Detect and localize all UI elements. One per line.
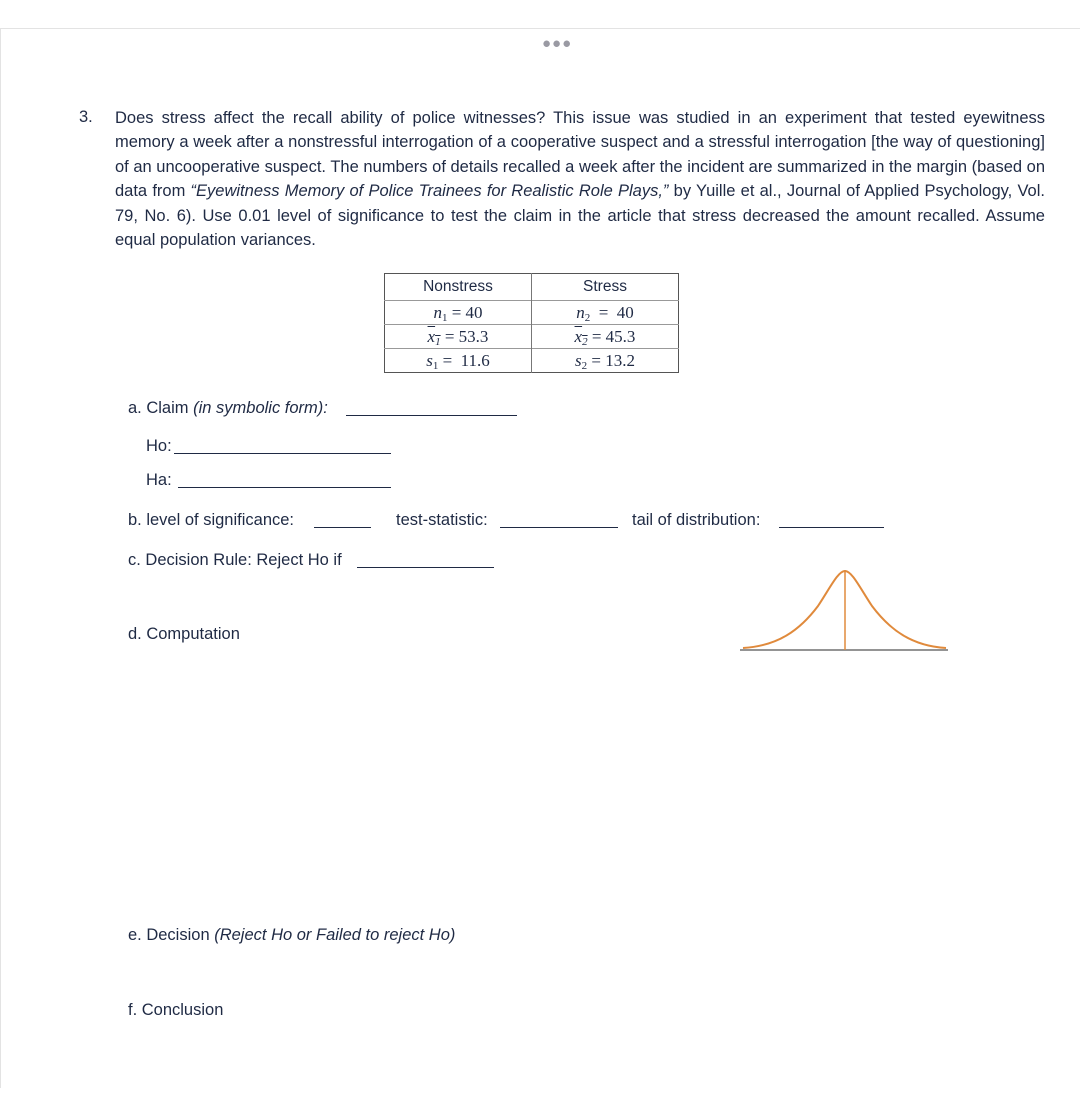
claim-label-text: a. Claim bbox=[128, 399, 194, 417]
mean-value: = 45.3 bbox=[587, 327, 636, 346]
sd-value: = 13.2 bbox=[587, 351, 635, 370]
claim-answer-blank[interactable] bbox=[346, 415, 517, 416]
nonstress-sd bbox=[385, 349, 532, 373]
x-subscript: 2 bbox=[582, 336, 588, 348]
n-symbol: n bbox=[576, 303, 585, 322]
test-statistic-label: test-statistic: bbox=[396, 511, 488, 529]
n-subscript: 1 bbox=[441, 312, 448, 324]
question-number: 3. bbox=[79, 108, 93, 126]
decision-label-text: e. Decision bbox=[128, 926, 215, 944]
problem-text-part1: Does stress affect the recall ability of police witnesses? This issue was studied in an experiment that tested eyewitness memory a week after a nonstressful interrogation of a cooperative suspect and a stressful interrogation [the way of questioning] of an uncooperative suspect. The numbers of details recalled a week after the incident are summarized in the margin (based on data from bbox=[115, 109, 1045, 201]
decision-label-italic: (Reject Ho or Failed to reject Ho) bbox=[214, 926, 456, 944]
s-symbol: s bbox=[426, 351, 433, 370]
more-options-icon[interactable]: ●●● bbox=[542, 35, 573, 52]
claim-label-italic: (in symbolic form): bbox=[193, 399, 328, 417]
stress-n bbox=[532, 301, 679, 325]
s-subscript: 2 bbox=[581, 360, 588, 372]
claim-label bbox=[128, 399, 328, 418]
nonstress-n bbox=[385, 301, 532, 325]
stress-sd bbox=[532, 349, 679, 373]
x-symbol: x bbox=[427, 327, 436, 346]
n-subscript: 2 bbox=[584, 312, 591, 324]
ho-answer-blank[interactable] bbox=[174, 453, 391, 454]
nonstress-mean bbox=[385, 325, 532, 349]
problem-text-part2: by Yuille et al., Journal of Applied Psychology, Vol. 79, No. 6). Use 0.01 level of significance to test the claim in the article that stress decreased the amount recalled. Assume equal population variances. bbox=[115, 182, 1045, 250]
decision-label bbox=[128, 926, 455, 945]
x-subscript: 1 bbox=[435, 336, 441, 348]
s-symbol: s bbox=[575, 351, 582, 370]
n-value: = 40 bbox=[590, 303, 634, 322]
ho-label: Ho: bbox=[146, 437, 172, 455]
decision-rule-answer-blank[interactable] bbox=[357, 567, 494, 568]
test-statistic-answer-blank[interactable] bbox=[500, 527, 618, 528]
ha-answer-blank[interactable] bbox=[178, 487, 391, 488]
tail-answer-blank[interactable] bbox=[779, 527, 884, 528]
header-nonstress: Nonstress bbox=[385, 274, 532, 301]
problem-source-title: “Eyewitness Memory of Police Trainees for Realistic Role Plays,” bbox=[190, 182, 669, 201]
significance-answer-blank[interactable] bbox=[314, 527, 371, 528]
decision-rule-label: c. Decision Rule: Reject Ho if bbox=[128, 551, 342, 569]
stress-mean bbox=[532, 325, 679, 349]
significance-label: b. level of significance: bbox=[128, 511, 295, 529]
conclusion-label: f. Conclusion bbox=[128, 1001, 224, 1019]
header-stress: Stress bbox=[583, 278, 627, 295]
xbar-symbol bbox=[428, 327, 441, 346]
sd-value: = 11.6 bbox=[438, 351, 490, 370]
s-subscript: 1 bbox=[432, 360, 439, 372]
ha-label: Ha: bbox=[146, 471, 172, 489]
mean-value: = 53.3 bbox=[440, 327, 489, 346]
computation-label: d. Computation bbox=[128, 625, 240, 643]
normal-distribution-curve-icon bbox=[738, 566, 950, 656]
xbar-symbol bbox=[575, 327, 588, 346]
n-symbol: n bbox=[433, 303, 442, 322]
n-value: = 40 bbox=[447, 303, 483, 322]
summary-statistics-table bbox=[384, 273, 679, 373]
x-symbol: x bbox=[574, 327, 583, 346]
tail-label: tail of distribution: bbox=[632, 511, 761, 529]
problem-statement bbox=[115, 106, 1045, 252]
